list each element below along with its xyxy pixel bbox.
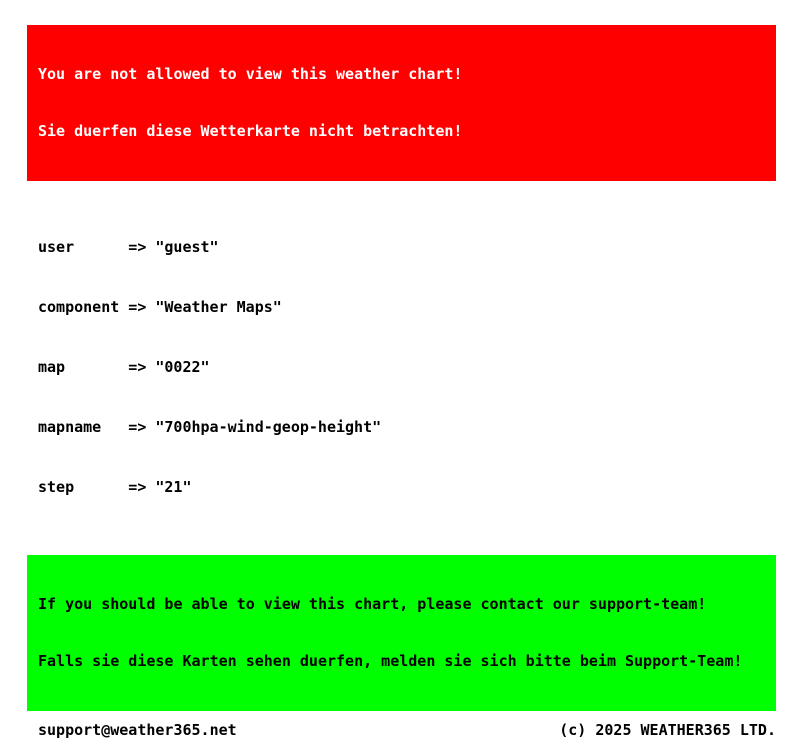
arrow-glyph: => bbox=[128, 478, 147, 496]
detail-value: "700hpa-wind-geop-height" bbox=[155, 418, 382, 436]
copyright-notice: (c) 2025 WEATHER365 LTD. bbox=[559, 721, 776, 739]
detail-key: mapname bbox=[38, 418, 102, 436]
detail-key: component bbox=[38, 298, 120, 316]
footer bbox=[38, 720, 776, 740]
arrow-glyph: => bbox=[128, 298, 147, 316]
support-message-german: Falls sie diese Karten sehen duerfen, melden sie sich bitte beim Support-Team! bbox=[38, 652, 743, 670]
support-email: support@weather365.net bbox=[38, 721, 237, 739]
detail-row-user bbox=[38, 237, 776, 257]
detail-value: "guest" bbox=[155, 238, 219, 256]
request-details bbox=[38, 197, 776, 537]
detail-value: "0022" bbox=[155, 358, 210, 376]
detail-value: "Weather Maps" bbox=[155, 298, 282, 316]
arrow-glyph: => bbox=[128, 418, 147, 436]
access-denied-page bbox=[27, 25, 776, 740]
detail-row-map bbox=[38, 357, 776, 377]
detail-row-component bbox=[38, 297, 776, 317]
support-banner bbox=[27, 555, 776, 711]
arrow-glyph: => bbox=[128, 238, 147, 256]
detail-row-step bbox=[38, 477, 776, 497]
support-message-english: If you should be able to view this chart, please contact our support-team! bbox=[38, 595, 707, 613]
error-banner bbox=[27, 25, 776, 181]
error-message-german: Sie duerfen diese Wetterkarte nicht betrachten! bbox=[38, 122, 463, 140]
arrow-glyph: => bbox=[128, 358, 147, 376]
detail-key: user bbox=[38, 238, 75, 256]
error-message-english: You are not allowed to view this weather chart! bbox=[38, 65, 463, 83]
detail-key: map bbox=[38, 358, 66, 376]
detail-row-mapname bbox=[38, 417, 776, 437]
detail-value: "21" bbox=[155, 478, 192, 496]
detail-key: step bbox=[38, 478, 75, 496]
